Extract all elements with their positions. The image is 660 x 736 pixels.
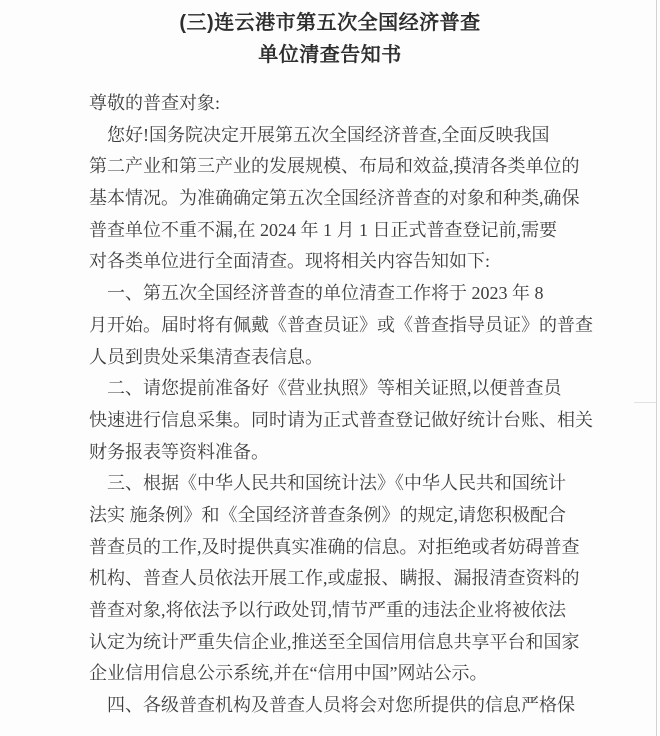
document-body: [89, 88, 595, 722]
document-text-line: 普查对象,将依法予以行政处罚,情节严重的违法企业将被依法: [89, 600, 566, 620]
document-text-line: 普查单位不重不漏,在 2024 年 1 月 1 日正式普查登记前,需要: [89, 219, 557, 240]
document-text-line: 对各类单位进行全面清查。现将相关内容告知如下:: [89, 251, 490, 272]
document-text-line: 企业信用信息公示系统,并在“信用中国”网站公示。: [89, 663, 488, 684]
document-text-line: 一、第五次全国经济普查的单位清查工作将于 2023 年 8: [89, 283, 544, 304]
document-title: [0, 0, 660, 71]
document-text-line: 普查员的工作,及时提供真实准确的信息。对拒绝或者妨碍普查: [89, 536, 580, 557]
document-title-line1: (三)连云港市第五次全国经济普查: [179, 12, 481, 34]
document-text-line: 三、根据《中华人民共和国统计法》《中华人民共和国统计: [89, 473, 566, 494]
scan-artifact-line: [634, 402, 656, 403]
document-text-line: 月开始。届时将有佩戴《普查员证》或《普查指导员证》的普查: [89, 314, 593, 335]
document-text-line: 您好!国务院决定开展第五次全国经济普查,全面反映我国: [89, 124, 550, 145]
document-text-line: 二、请您提前准备好《营业执照》等相关证照,以便普查员: [89, 378, 562, 399]
document-text-line: 四、各级普查机构及普查人员将会对您所提供的信息严格保: [89, 695, 575, 716]
document-text-line: 机构、普查人员依法开展工作,或虚报、瞒报、漏报清查资料的: [89, 568, 580, 589]
scan-edge-line: [656, 0, 657, 736]
document-text-line: 快速进行信息采集。同时请为正式普查登记做好统计台账、相关: [89, 409, 593, 430]
document-text-line: 第二产业和第三产业的发展规模、布局和效益,摸清各类单位的: [89, 156, 580, 177]
document-text-line: 尊敬的普查对象:: [89, 93, 221, 113]
document-title-line2: 单位清查告知书: [258, 44, 402, 66]
document-text-line: 财务报表等资料准备。: [89, 441, 269, 462]
document-text-line: 认定为统计严重失信企业,推送至全国信用信息共享平台和国家: [89, 631, 580, 652]
document-text-line: 法实 施条例》和《全国经济普查条例》的规定,请您积极配合: [89, 504, 566, 525]
document-text-line: 人员到贵处采集清查表信息。: [89, 346, 323, 367]
document-text-line: 基本情况。为准确确定第五次全国经济普查的对象和种类,确保: [89, 188, 580, 209]
